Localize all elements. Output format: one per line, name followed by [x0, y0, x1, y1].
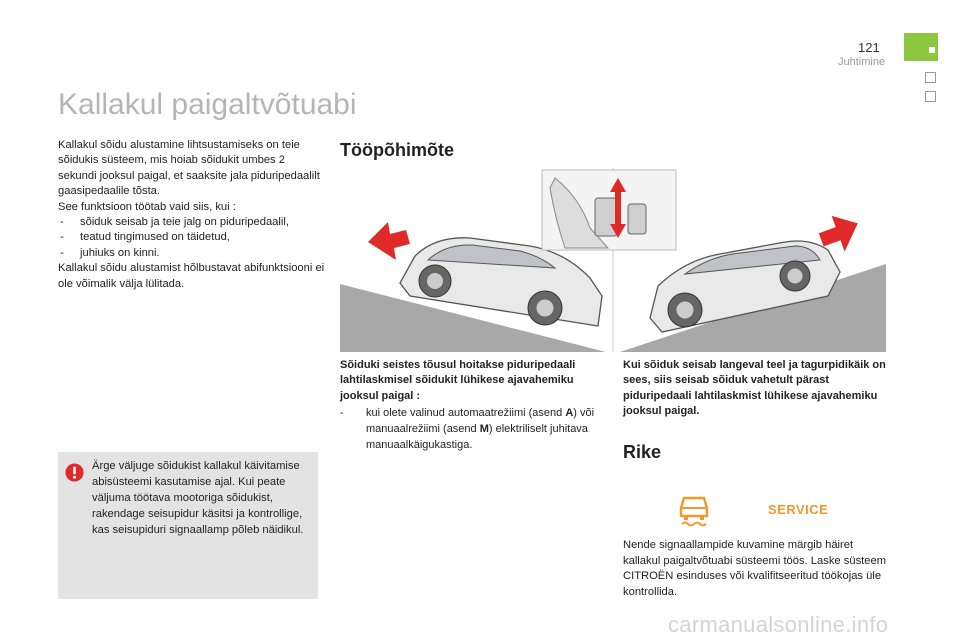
chapter-tab [925, 72, 936, 83]
chapter-tab [925, 91, 936, 102]
warning-icon [65, 463, 84, 482]
tab-marker [929, 47, 935, 53]
fault-text: Nende signaallampide kuvamine märgib häiret kallakul paigaltvõtuabi süsteemi töös. Laske süsteem CITROËN esinduses või kvalifitseeritud töökojas üle kontrollida. [623, 539, 887, 598]
uphill-bullet [340, 405, 606, 453]
service-warning-light: SERVICE [768, 502, 829, 517]
chapter-tab-active [904, 33, 938, 61]
page-title: Kallakul paigaltvõtuabi [58, 88, 357, 121]
condition-item: - juhiuks on kinni. [58, 246, 326, 261]
condition-item: - teatud tingimused on täidetud, [58, 230, 326, 245]
gear-mode-m: M [479, 423, 489, 435]
bullet-text-part: ) või manuaalrežiimi (asend [366, 407, 595, 435]
pedal-inset [542, 170, 676, 250]
arrow-left-icon [368, 222, 410, 260]
downhill-caption: Kui sõiduk seisab langeval teel ja tagurpidikäik on sees, siis seisab sõiduk vahetult pärast piduripedaali lahtilaskmist lühikese ajavahemiku jooksul paigal. [623, 359, 886, 418]
uphill-caption: Sõiduki seistes tõusul hoitakse piduripedaali lahtilaskmisel sõidukit lühikese ajavahemiku jooksul paigal : [340, 359, 576, 402]
watermark: carmanualsonline.info [668, 612, 889, 637]
principle-heading: Tööpõhimõte [340, 140, 454, 160]
intro-text [58, 138, 326, 292]
fault-heading: Rike [623, 442, 662, 462]
bullet-text-part: ) elektriliselt juhitava manuaalkäigukastiga. [366, 423, 588, 451]
hill-start-illustration [340, 168, 886, 352]
gear-mode-a: A [565, 407, 574, 419]
warning-text: Ärge väljuge sõidukist kallakul käivitamise abisüsteemi kasutamise ajal. Kui peate väljuma töötava mootoriga sõidukist, rakendage seisupidur käsitsi ja kontrollige, kas seisupiduri signaallamp põleb näidikul. [92, 460, 304, 536]
section-label: Juhtimine [838, 56, 886, 68]
condition-item: - sõiduk seisab ja teie jalg on piduripedaalil, [58, 215, 326, 230]
bullet-dash: - [340, 407, 344, 419]
uphill-bullet-text [366, 405, 606, 453]
vehicle-skid-icon [676, 494, 712, 530]
page-number: 121 [858, 40, 880, 55]
intro-paragraph: See funktsioon töötab vaid siis, kui : [58, 200, 236, 213]
intro-paragraph: Kallakul sõidu alustamine lihtsustamiseks on teie sõidukis süsteem, mis hoiab sõidukit umbes 2 sekundi jooksul paigal, et saaksite jala piduripedaalilt gaasipedaalile tõsta. [58, 139, 320, 198]
bullet-text-part: kui olete valinud automaatrežiimi (asend [366, 407, 566, 419]
intro-closing: Kallakul sõidu alustamist hõlbustavat abifunktsiooni ei ole võimalik välja lülitada. [58, 262, 325, 290]
